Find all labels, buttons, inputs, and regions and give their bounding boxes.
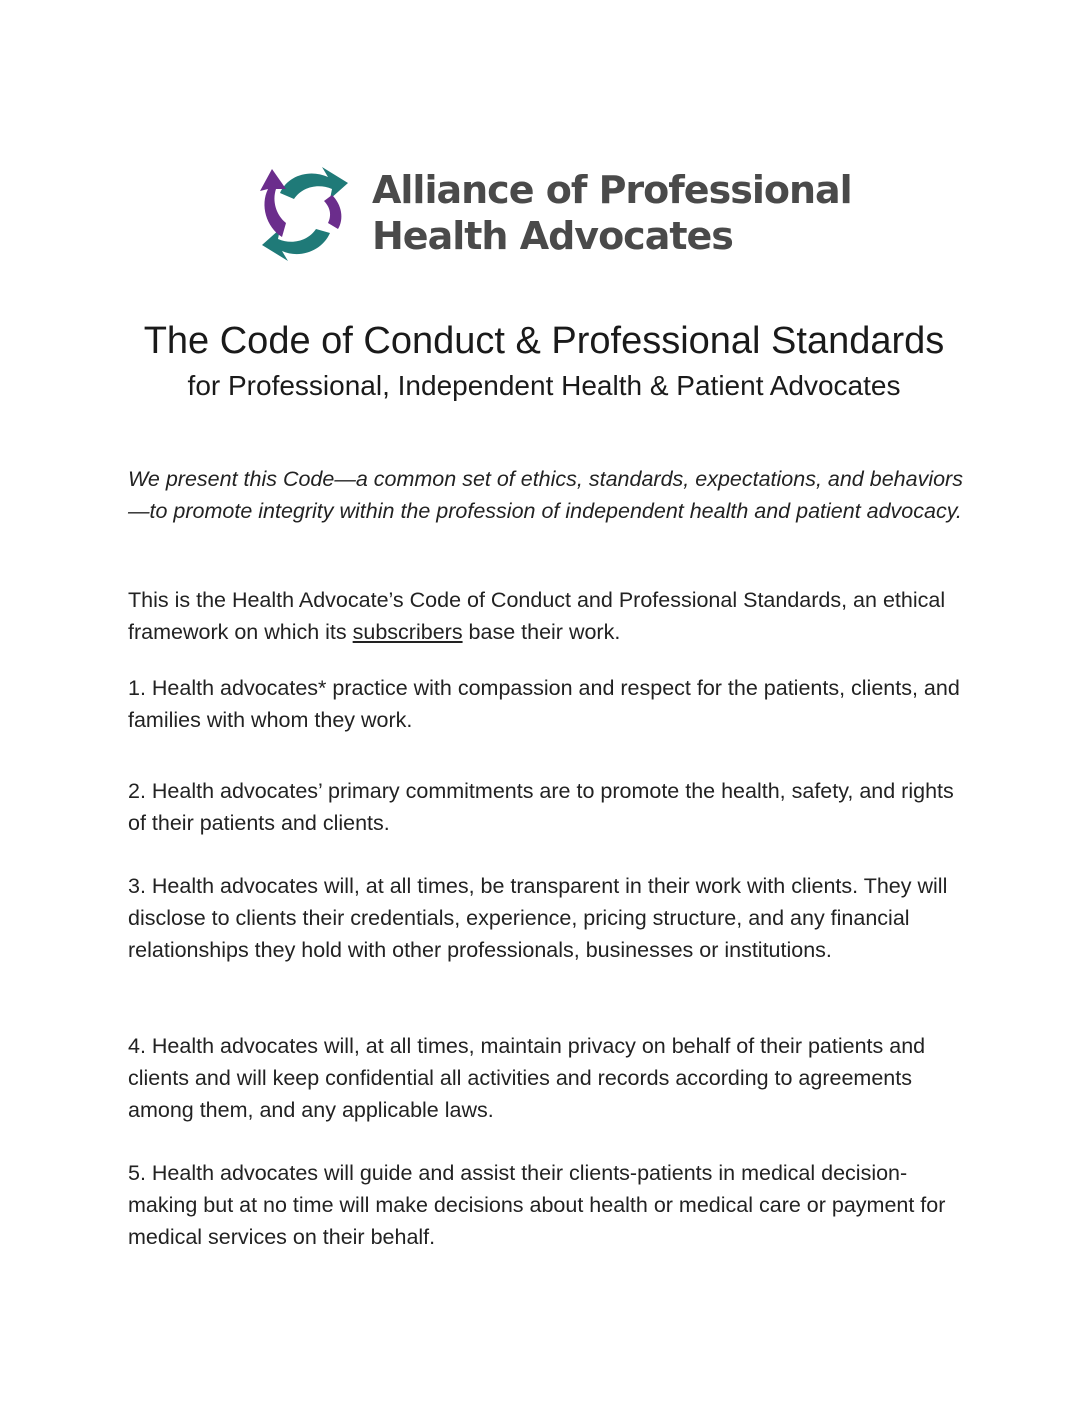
framework-paragraph xyxy=(128,584,968,648)
intro-paragraph: We present this Code—a common set of ethics, standards, expectations, and behaviors—to promote integrity within the profession of independent health and patient advocacy. xyxy=(128,467,963,523)
framework-text-after: base their work. xyxy=(462,620,621,644)
logo-wordmark xyxy=(372,167,852,259)
code-item-2: 2. Health advocates’ primary commitments are to promote the health, safety, and rights of their patients and clients. xyxy=(128,779,954,835)
interlocking-arrows-logo-icon xyxy=(258,165,352,261)
code-item-1: 1. Health advocates* practice with compassion and respect for the patients, clients, and families with whom they work. xyxy=(128,676,960,732)
page-subtitle: for Professional, Independent Health & Patient Advocates xyxy=(187,370,901,401)
subscribers-link[interactable]: subscribers xyxy=(352,620,463,644)
organization-logo xyxy=(258,163,852,263)
code-item-5: 5. Health advocates will guide and assist their clients-patients in medical decision-making but at no time will make decisions about health or medical care or payment for medical services on their behalf. xyxy=(128,1161,946,1249)
logo-line-2: Health Advocates xyxy=(372,214,733,258)
page-title: The Code of Conduct & Professional Standards xyxy=(143,320,945,362)
code-item-4: 4. Health advocates will, at all times, maintain privacy on behalf of their patients and clients and will keep confidential all activities and records according to agreements among them, and any applicable laws. xyxy=(128,1034,926,1122)
framework-text-before: This is the Health Advocate’s Code of Conduct and Professional Standards, an ethical framework on which its xyxy=(128,588,946,644)
logo-line-1: Alliance of Professional xyxy=(372,168,852,212)
code-item-3: 3. Health advocates will, at all times, be transparent in their work with clients. They will disclose to clients their credentials, experience, pricing structure, and any financial relationships they hold with other professionals, businesses or institutions. xyxy=(128,874,948,962)
